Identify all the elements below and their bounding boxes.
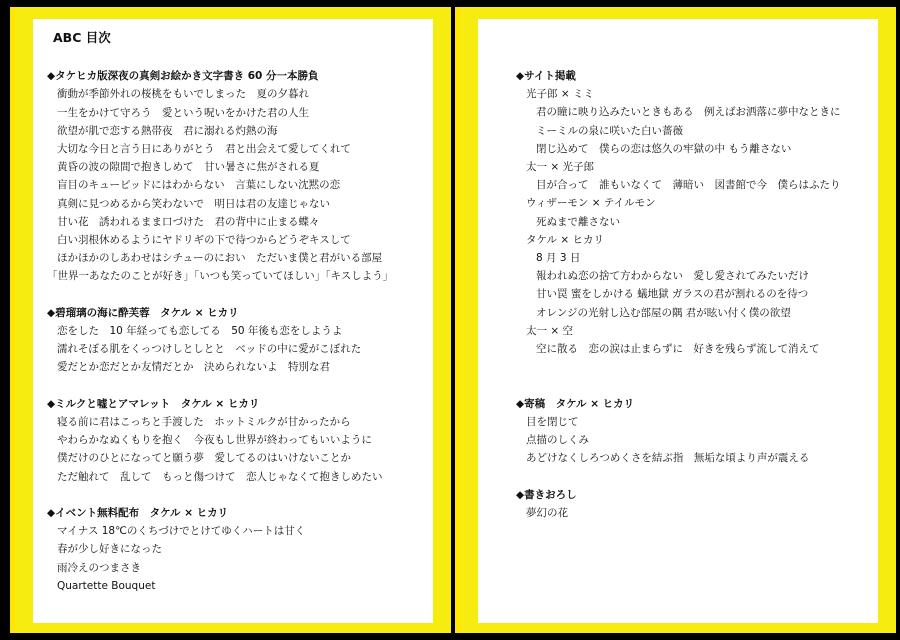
- toc-entry: 濡れそぼる肌をくっつけしとしとと ベッドの中に愛がこぼれた: [57, 343, 362, 356]
- right-page-paper: [478, 19, 878, 623]
- toc-entry: 雨冷えのつまさき: [57, 561, 141, 574]
- toc-entry: 盲目のキューピッドにはわからない 言葉にしない沈黙の恋: [57, 179, 341, 192]
- toc-entry: ミーミルの泉に咲いた白い薔薇: [536, 124, 683, 137]
- left-toc: [47, 29, 393, 595]
- right-page: [455, 7, 896, 633]
- toc-title: ABC 目次: [53, 30, 111, 45]
- toc-entry: 真剣に見つめるから笑わないで 明日は君の友達じゃない: [57, 197, 330, 210]
- toc-entry: 空に散る 恋の涙は止まらずに 好きを残らず流して消えて: [536, 343, 820, 356]
- section-heading: ◆イベント無料配布 タケル × ヒカリ: [47, 507, 229, 520]
- toc-entry: やわらかなぬくもりを抱く 今夜もし世界が終わってもいいように: [57, 434, 372, 447]
- section-heading: ◆ミルクと嘘とアマレット タケル × ヒカリ: [47, 397, 260, 410]
- toc-pairing: 太一 × 空: [526, 324, 573, 337]
- toc-entry: 8 月 3 日: [536, 252, 581, 265]
- toc-entry: 甘い罠 蜜をしかける 蟻地獄 ガラスの君が割れるのを待つ: [536, 288, 809, 301]
- toc-entry: 死ぬまで離さない: [536, 215, 620, 228]
- toc-pairing: 光子郎 × ミミ: [526, 88, 594, 101]
- section-heading: ◆サイト掲載: [516, 70, 576, 82]
- toc-entry: 一生をかけて守ろう 愛という呪いをかけた君の人生: [57, 106, 309, 119]
- toc-entry: オレンジの光射し込む部屋の隅 君が眩い付く僕の欲望: [536, 306, 791, 319]
- toc-entry: あどけなくしろつめくさを結ぶ指 無垢な頃より声が震える: [526, 452, 810, 465]
- toc-entry: Quartette Bouquet: [57, 579, 156, 592]
- toc-entry: 恋をした 10 年経っても恋してる 50 年後も恋をしようよ: [57, 325, 343, 338]
- toc-entry: 欲望が肌で恋する熱帯夜 君に溺れる灼熱の海: [57, 124, 278, 137]
- toc-entry: ただ触れて 乱して もっと傷つけて 恋人じゃなくて抱きしめたい: [57, 470, 383, 483]
- toc-entry: 春が少し好きになった: [57, 543, 162, 556]
- toc-entry: 寝る前に君はこっちと手渡した ホットミルクが甘かったから: [57, 416, 351, 429]
- toc-entry: 衝動が季節外れの桜桃をもいでしまった 夏の夕暮れ: [57, 88, 309, 101]
- toc-entry: 目を閉じて: [526, 415, 579, 428]
- section-heading: ◆碧瑠璃の海に酔芙蓉 タケル × ヒカリ: [47, 306, 239, 319]
- left-page-paper: [33, 19, 433, 623]
- toc-entry: 黄昏の波の隙間で抱きしめて 甘い暑さに焦がされる夏: [57, 161, 320, 174]
- toc-entry: 白い羽根休めるようにヤドリギの下で待つからどうぞキスして: [57, 234, 351, 247]
- toc-pairing: ウィザーモン × テイルモン: [526, 197, 656, 210]
- toc-entry: 甘い花 誘われるまま口づけた 君の背中に止まる蝶々: [57, 215, 320, 228]
- toc-entry: 僕だけのひとになってと願う夢 愛してるのはいけないことか: [57, 452, 351, 465]
- toc-entry: 夢幻の花: [526, 506, 568, 519]
- toc-entry: 目が合って 誰もいなくて 薄暗い 図書館で今 僕らはふたり: [536, 179, 841, 192]
- toc-entry: ほかほかのしあわせはシチューのにおい ただいま僕と君がいる部屋: [57, 252, 383, 265]
- toc-entry: 君の瞳に映り込みたいときもある 例えばお洒落に夢中なときに: [536, 106, 841, 119]
- right-toc: [516, 67, 841, 522]
- section-heading: ◆書きおろし: [516, 488, 577, 501]
- toc-entry: 愛だとか恋だとか友情だとか 決められないよ 特別な君: [57, 361, 330, 374]
- toc-entry-quote: 「世界一あなたのことが好き」「いつも笑っていてほしい」「キスしよう」: [47, 270, 394, 283]
- toc-entry: 大切な今日と言う日にありがとう 君と出会えて愛してくれて: [57, 143, 351, 156]
- section-heading: ◆タケヒカ版深夜の真剣お絵かき文字書き 60 分一本勝負: [47, 70, 319, 83]
- toc-entry: マイナス 18℃のくちづけでとけてゆくハートは甘く: [57, 525, 306, 538]
- section-heading: ◆寄稿 タケル × ヒカリ: [516, 397, 635, 410]
- toc-entry: 点描のしくみ: [526, 434, 589, 447]
- toc-pairing: タケル × ヒカリ: [526, 233, 604, 246]
- toc-entry: 報われぬ恋の捨て方わからない 愛し愛されてみたいだけ: [536, 270, 809, 283]
- toc-pairing: 太一 × 光子郎: [526, 161, 594, 174]
- left-page: [10, 7, 451, 633]
- toc-entry: 閉じ込めて 僕らの恋は悠久の牢獄の中 もう離さない: [536, 142, 792, 155]
